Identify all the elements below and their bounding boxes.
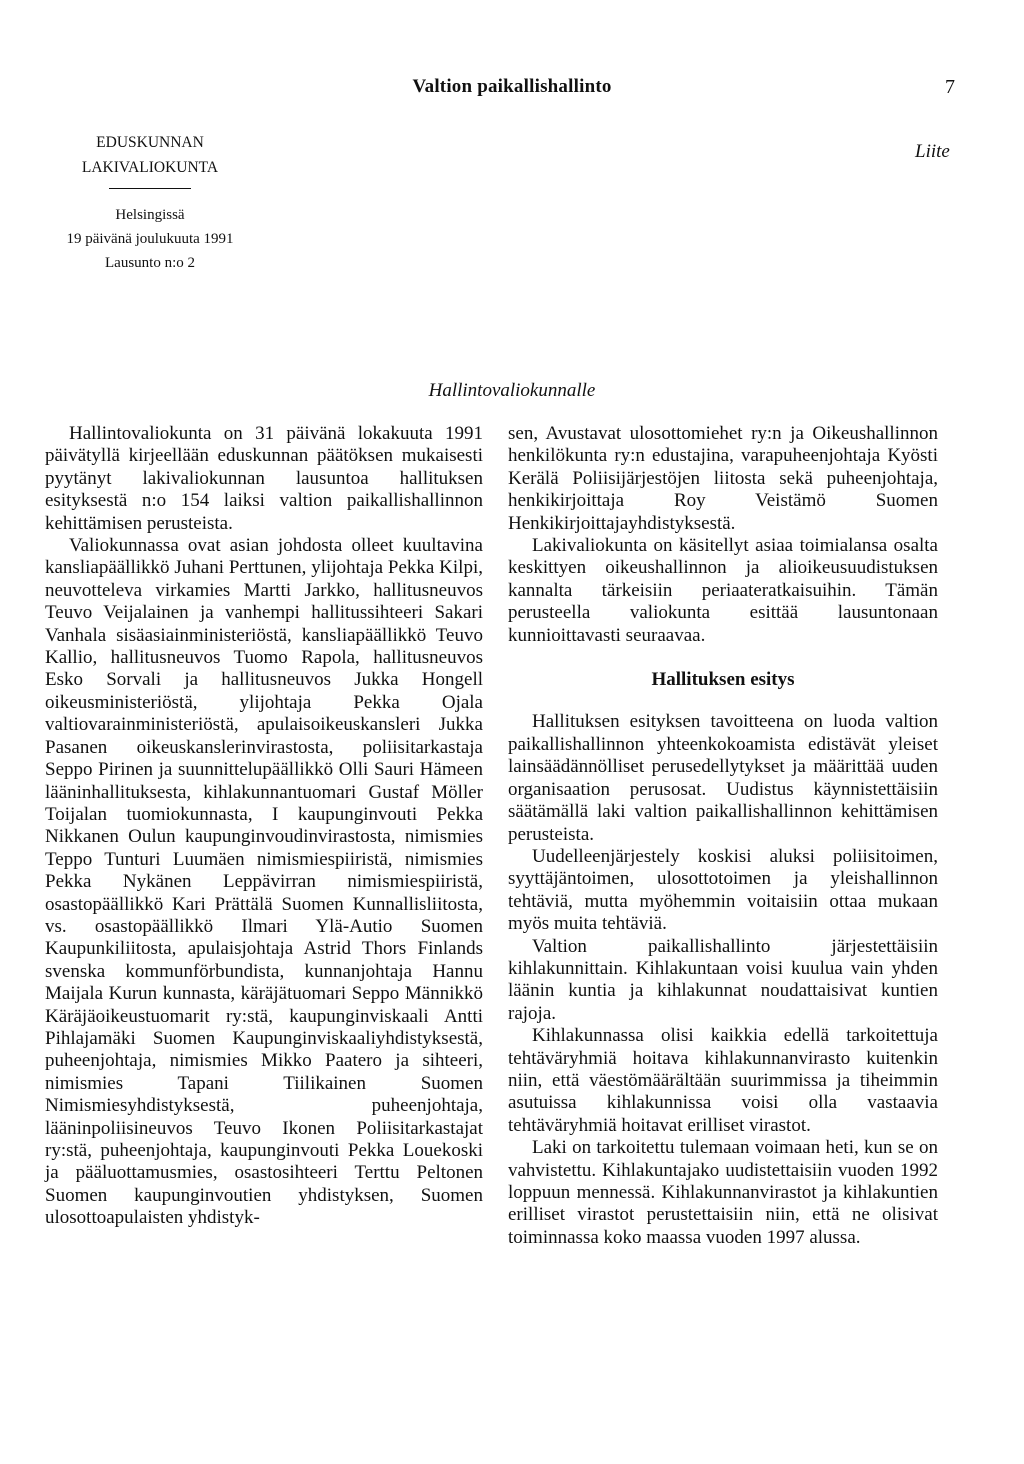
attachment-label: Liite bbox=[915, 141, 950, 162]
left-column bbox=[45, 423, 483, 1230]
paragraph: Valtion paikallishallinto järjestettäisiin kihlakunnittain. Kihlakuntaan voisi kuulua vain yhden läänin kuntia ja kihlakunnat noudattaisivat kuntien rajoja. bbox=[508, 935, 938, 1024]
paragraph: Hallintovaliokunta on 31 päivänä lokakuuta 1991 päivätyllä kirjeellään eduskunnan päätöksen mukaisesti pyytänyt lakivaliokunnan lausuntoa hallituksen esityksestä n:o 154 laiksi valtion paikallishallinnon kehittämisen perusteista. bbox=[45, 423, 483, 534]
addressee: Hallintovaliokunnalle bbox=[428, 380, 596, 401]
paragraph: Uudelleenjärjestely koskisi aluksi poliisitoimen, syyttäjäntoimen, ulosottotoimen ja yleishallinnon tehtäviä, mutta myöhemmin voitaisiin ottaa mukaan myös muita tehtäviä. bbox=[508, 845, 938, 935]
right-column bbox=[508, 423, 938, 1249]
section-heading: Hallituksen esitys bbox=[651, 669, 795, 691]
sender-place: Helsingissä bbox=[115, 207, 185, 223]
paragraph: sen, Avustavat ulosottomiehet ry:n ja Oikeushallinnon henkilökunta ry:n edustajina, varapuheenjohtaja Kyösti Kerälä Poliisijärjestöjen liitosta sekä puheenjohtaja, henkikirjoittaja Roy Veistämö Suomen Henkikirjoittajayhdistyksestä. bbox=[508, 423, 938, 534]
page-number: 7 bbox=[945, 76, 955, 98]
sender-line-1: EDUSKUNNAN bbox=[96, 134, 204, 151]
paragraph: Hallituksen esityksen tavoitteena on luoda valtion paikallishallinnon yhteenkokoamista edistävät yleiset lainsäädännölliset perusedellytykset ja määrittää uuden organisaation perusosat. Uudistus käynnistettäisiin säätämällä laki valtion paikallishallinnon kehittämisen perusteista. bbox=[508, 711, 938, 845]
running-title: Valtion paikallishallinto bbox=[412, 76, 612, 97]
paragraph: Lakivaliokunta on käsitellyt asiaa toimialansa osalta keskittyen oikeushallinnon ja alioikeusuudistuksen kannalta tärkeisiin periaateratkaisuihin. Tämän perusteella valiokunta esittää lausuntonaan kunnioittavasti seuraavaa. bbox=[508, 535, 938, 646]
paragraph: Valiokunnassa ovat asian johdosta olleet kuultavina kansliapäällikkö Juhani Perttunen, ylijohtaja Pekka Kilpi, neuvotteleva virkamies Martti Jarkko, hallitusneuvos Teuvo Veijalainen ja vanhempi hallitussihteeri Sakari Vanhala sisäasiainministeriöstä, kansliapäällikkö Teuvo Kallio, hallitusneuvos Tuomo Rapola, hallitusneuvos Esko Sorvali ja hallitusneuvos Jukka Hongell oikeusministeriöstä, ylijohtaja Pekka Ojala valtiovarainministeriöstä, apulaisoikeuskansleri Jukka Pasanen oikeuskanslerinvirastosta, poliisitarkastaja Seppo Pirinen ja suunnittelupäällikkö Olli Sauri Hämeen lääninhallituksesta, kihlakunnantuomari Gustaf Möller Toijalan tuomiokunnasta, I kaupunginvouti Pekka Nikkanen Oulun kaupunginvoudinvirastosta, nimismies Teppo Tunturi Luumäen nimismiespiiristä, nimismies Pekka Nykänen Leppävirran nimismiespiiristä, osastopäällikkö Kari Prättälä Suomen Kunnallisliitosta, vs. osastopäällikkö Ilmari Ylä-Autio Suomen Kaupunkiliitosta, apulaisjohtaja Astrid Thors Finlands svenska kommunförbundista, kunnanjohtaja Hannu Maijala Kurun kunnasta, käräjätuomari Seppo Männikkö Käräjäoikeustuomarit ry:stä, kaupunginviskaali Antti Pihlajamäki Suomen Kaupunginviskaaliyhdistyksestä, puheenjohtaja, nimismies Mikko Paatero ja sihteeri, nimismies Tapani Tiilikainen Suomen Nimismiesyhdistyksestä, puheenjohtaja, lääninpoliisineuvos Teuvo Ikonen Poliisitarkastajat ry:stä, puheenjohtaja, kaupunginvouti Pekka Louekoski ja pääluottamusmies, osastosihteeri Terttu Peltonen Suomen kaupunginvoutien yhdistyksen, Suomen ulosottoapulaisten yhdistyk- bbox=[45, 535, 483, 1229]
statement-number: Lausunto n:o 2 bbox=[105, 255, 195, 271]
sender-line-2: LAKIVALIOKUNTA bbox=[81, 159, 219, 176]
divider bbox=[109, 188, 191, 189]
sender-block bbox=[0, 130, 300, 275]
sender-date: 19 päivänä joulukuuta 1991 bbox=[66, 231, 234, 247]
paragraph: Laki on tarkoitettu tulemaan voimaan heti, kun se on vahvistettu. Kihlakuntajako uudistettaisiin vuoden 1992 loppuun mennessä. Kihlakunnanvirastot ja kihlakuntien erilliset virastot perustettaisiin niin, että ne olisivat toiminnassa koko maassa vuoden 1997 alussa. bbox=[508, 1137, 938, 1248]
paragraph: Kihlakunnassa olisi kaikkia edellä tarkoitettuja tehtäväryhmiä hoitava kihlakunnanvirasto kuitenkin niin, että väestömäärältään suurimmissa ja tiheimmin asutuissa kihlakunnissa voisi olla vastaavia tehtäväryhmiä hoitavat erilliset virastot. bbox=[508, 1025, 938, 1136]
